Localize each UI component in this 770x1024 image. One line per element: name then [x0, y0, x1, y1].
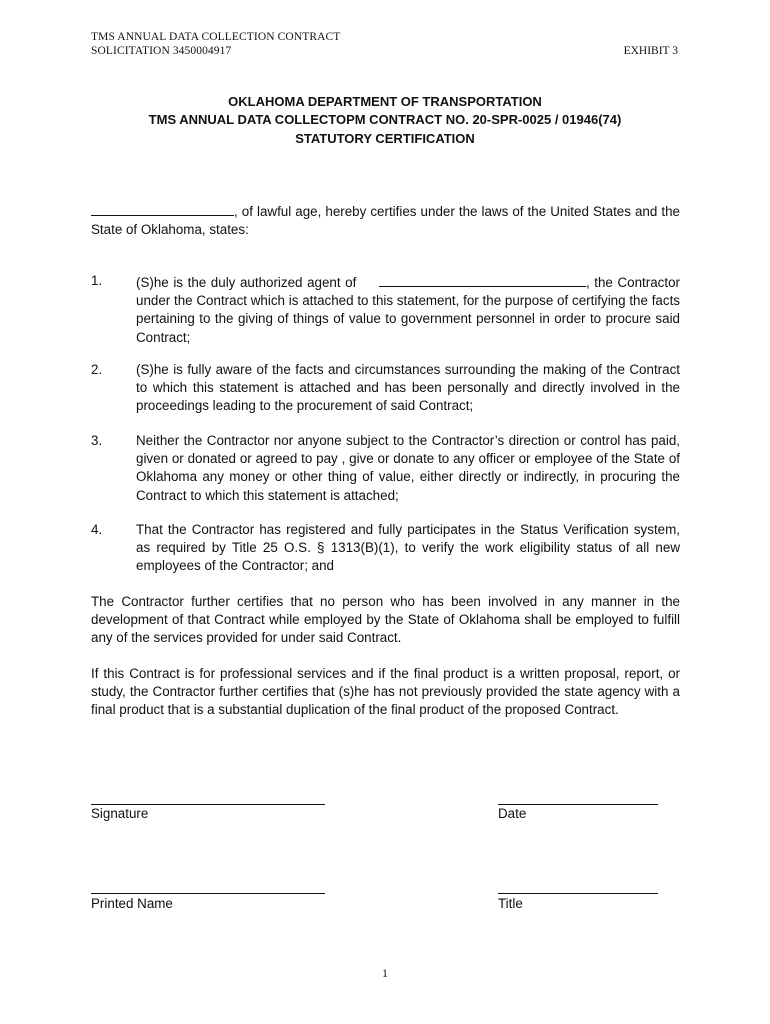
- list-item-text: Neither the Contractor nor anyone subject to the Contractor’s direction or control has paid, given or donated or agreed to pay , give or donate to any officer or employee of the State of Oklahoma any money or other thing of value, either directly or indirectly, in procuring the Contract to which this statement is attached;: [136, 433, 680, 503]
- professional-services-paragraph: If this Contract is for professional services and if the final product is a written proposal, report, or study, the Contractor further certifies that (s)he has not previously provided the state agency with a final product that is a substantial duplication of the final product of the proposed Contract.: [91, 666, 680, 718]
- signature-label: Signature: [91, 806, 149, 821]
- title-certification: STATUTORY CERTIFICATION: [295, 131, 475, 146]
- title-line[interactable]: [498, 893, 658, 894]
- list-item-text: That the Contractor has registered and fully participates in the Status Verification system, as required by Title 25 O.S. § 1313(B)(1), to verify the work eligibility status of all new employees of the Contractor; and: [136, 522, 680, 574]
- list-item-text: [136, 272, 680, 347]
- intro-paragraph: [91, 201, 680, 239]
- list-item-number: 4.: [91, 522, 103, 537]
- title-contract-number: TMS ANNUAL DATA COLLECTOPM CONTRACT NO. 20-SPR-0025 / 01946(74): [148, 112, 622, 127]
- page-number: 1: [382, 966, 388, 980]
- date-line[interactable]: [498, 804, 658, 805]
- title-department: OKLAHOMA DEPARTMENT OF TRANSPORTATION: [228, 94, 542, 109]
- list-item-number: 3.: [91, 433, 103, 448]
- list-item-text-pre: (S)he is the duly authorized agent of: [136, 275, 357, 290]
- list-item-text: (S)he is fully aware of the facts and circumstances surrounding the making of the Contract to which this statement is attached and has been personally and directly involved in the proceedings leading to the procurement of said Contract;: [136, 362, 680, 414]
- printed-name-line[interactable]: [91, 893, 325, 894]
- header-solicitation: SOLICITATION 3450004917: [91, 45, 232, 57]
- list-item-number: 1.: [91, 273, 103, 288]
- name-blank-field[interactable]: [91, 201, 234, 216]
- title-label: Title: [498, 896, 523, 911]
- further-certification-paragraph: The Contractor further certifies that no person who has been involved in any manner in the development of that Contract while employed by the State of Oklahoma shall be employed to fulfill any of the services provided for under said Contract.: [91, 594, 680, 646]
- list-item-number: 2.: [91, 362, 103, 377]
- intro-text: , of lawful age, hereby certifies under the laws of the United States and the State of Oklahoma, states:: [91, 204, 680, 238]
- header-contract-name: TMS ANNUAL DATA COLLECTION CONTRACT: [91, 31, 341, 43]
- list-item-text-post: , the Contractor under the Contract which is attached to this statement, for the purpose of certifying the facts pertaining to the giving of things of value to government personnel in order to procure said Contract;: [136, 275, 680, 345]
- agent-blank-field[interactable]: [379, 272, 586, 287]
- exhibit-label: EXHIBIT 3: [623, 45, 678, 57]
- signature-line[interactable]: [91, 804, 325, 805]
- date-label: Date: [498, 806, 527, 821]
- printed-name-label: Printed Name: [91, 896, 173, 911]
